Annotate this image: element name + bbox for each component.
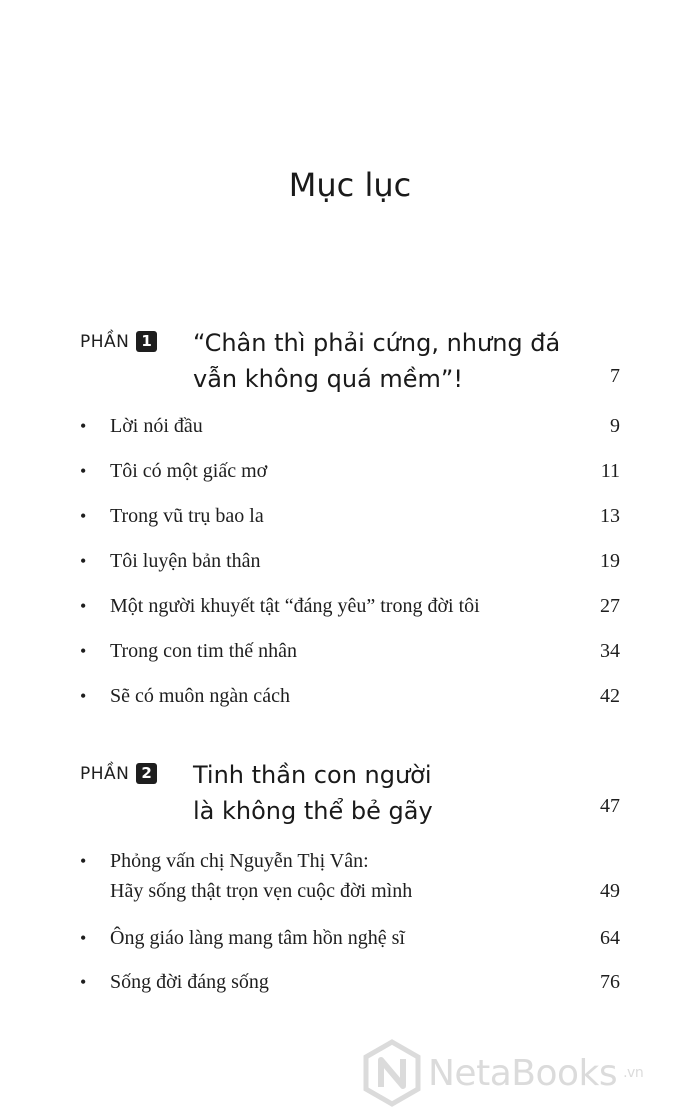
bullet-icon: • [80,461,87,481]
toc-entry[interactable] [80,591,620,621]
entry-page-number: 27 [600,595,620,617]
part-1-heading [80,325,620,397]
part-title-line: Tinh thần con người [193,761,432,789]
bullet-icon: • [80,416,87,436]
entry-title-line: Phỏng vấn chị Nguyễn Thị Vân: [110,850,369,872]
part-label-text: PHẦN [80,763,130,784]
toc-entry[interactable] [80,846,620,906]
part-page-number: 47 [600,795,620,817]
toc-entry[interactable] [80,967,620,997]
part-number-badge: 1 [136,331,157,352]
watermark-suffix: .vn [623,1065,644,1081]
entry-title: Ông giáo làng mang tâm hồn nghệ sĩ [110,927,405,949]
bullet-icon: • [80,851,87,871]
entry-title: Sẽ có muôn ngàn cách [110,685,290,707]
part-title [193,757,593,829]
bullet-icon: • [80,641,87,661]
entry-title: Trong con tim thế nhân [110,640,298,662]
part-title-line: “Chân thì phải cứng, nhưng đá [193,329,561,357]
entry-title: Lời nói đầu [110,415,203,437]
entry-page-number: 76 [600,971,620,993]
entry-page-number: 49 [600,880,620,902]
page-title: Mục lục [288,166,412,204]
part-title-line: là không thể bẻ gãy [193,797,433,825]
part-page-number: 7 [610,365,620,387]
part-label [80,331,157,352]
entry-page-number: 19 [600,550,620,572]
part-label-text: PHẦN [80,331,130,352]
toc-entry[interactable] [80,411,620,441]
entry-title [110,846,412,906]
toc-entry[interactable] [80,636,620,666]
toc-entry[interactable] [80,923,620,953]
bullet-icon: • [80,928,87,948]
part-title-line: vẫn không quá mềm”! [193,365,463,393]
part-2-heading [80,757,620,829]
toc-entry[interactable] [80,546,620,576]
entry-page-number: 9 [610,415,620,437]
entry-page-number: 64 [600,927,620,949]
entry-title: Tôi có một giấc mơ [110,460,268,482]
toc-entry[interactable] [80,501,620,531]
bullet-icon: • [80,551,87,571]
part-number-badge: 2 [136,763,157,784]
bullet-icon: • [80,686,87,706]
entry-page-number: 13 [600,505,620,527]
bullet-icon: • [80,596,87,616]
entry-title: Một người khuyết tật “đáng yêu” trong đời tôi [110,595,480,617]
netabooks-watermark [362,1038,643,1108]
entry-title: Trong vũ trụ bao la [110,505,264,527]
entry-title: Tôi luyện bản thân [110,550,261,572]
entry-page-number: 11 [600,460,620,482]
entry-title: Sống đời đáng sống [110,971,269,993]
toc-entry[interactable] [80,456,620,486]
toc-entry[interactable] [80,681,620,711]
netabooks-logo-icon [362,1039,422,1107]
watermark-brand: NetaBooks [428,1052,618,1094]
entry-title-line: Hãy sống thật trọn vẹn cuộc đời mình [110,880,413,902]
bullet-icon: • [80,972,87,992]
part-label [80,763,157,784]
part-title [193,325,593,397]
entry-page-number: 34 [600,640,620,662]
entry-page-number: 42 [600,685,620,707]
bullet-icon: • [80,506,87,526]
